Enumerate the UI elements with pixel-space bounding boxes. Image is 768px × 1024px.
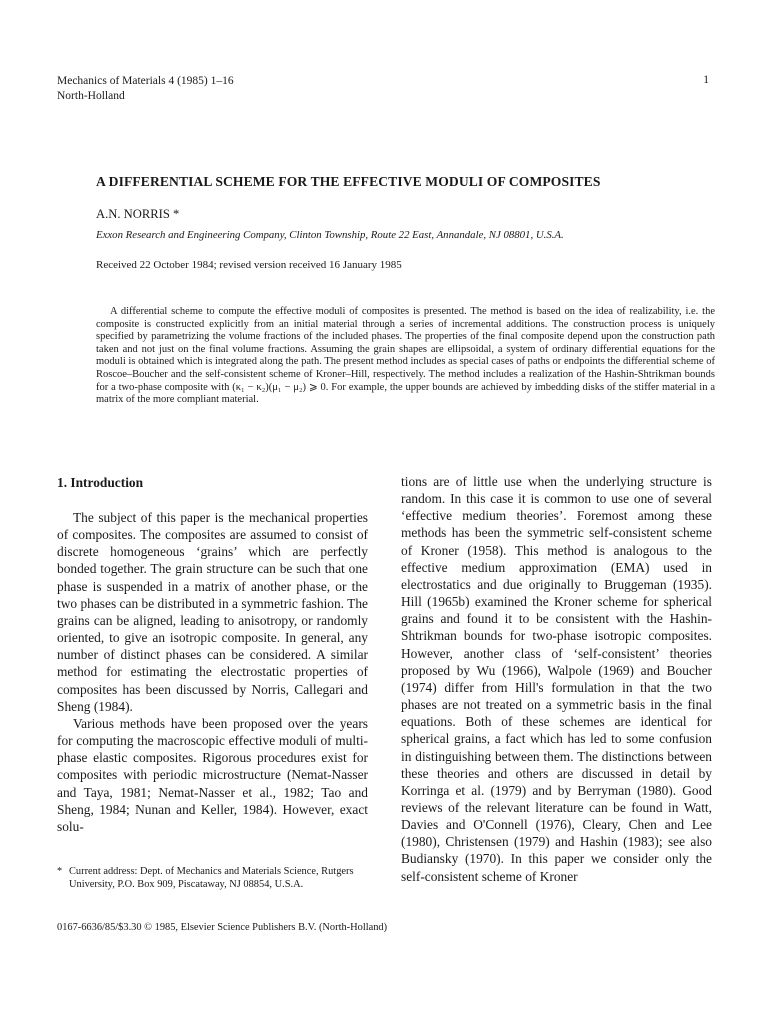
publisher-name: North-Holland <box>57 90 125 102</box>
abstract: A differential scheme to compute the effective moduli of composites is presented. The method is based on the idea of realizability, i.e. the composite is constructed explicitly from an initial material through a series of incremental additions. The construction process is uniquely specified by parametrizing the volume fractions of the included phases. The properties of the final composite depend upon the construction path taken and not just on the final volume fractions. Assuming the grain shapes are ellipsoidal, a system of ordinary differential equations for the moduli is obtained which is integrated along the path. The present method includes as special cases of paths or endpoints the differential scheme of Roscoe–Boucher and the self-consistent scheme of Kroner–Hill, respectively. The method includes a realization of the Hashin-Shtrikman bounds for a two-phase composite with (κ₁ − κ₂)(μ₁ − μ₂) ⩾ 0. For example, the upper bounds are achieved by imbedding disks of the stiffer material in a matrix of the more compliant material. <box>96 306 715 406</box>
page-number: 1 <box>703 74 709 86</box>
author-name: A.N. NORRIS * <box>96 207 180 221</box>
footnote-mark: * <box>57 866 63 877</box>
author-affiliation: Exxon Research and Engineering Company, Clinton Township, Route 22 East, Annandale, NJ 08801, U.S.A. <box>96 229 564 241</box>
body-paragraph: tions are of little use when the underlying structure is random. In this case it is common to use one of several ‘effective medium theories’. Foremost among these methods has been the symmetric self-consistent scheme of Kroner (1958). This method is analogous to the effective medium approximation (EMA) used in electrostatics and due originally to Bruggeman (1935). Hill (1965b) examined the Kroner scheme for spherical grains and found it to be consistent with the Hashin-Shtrikman bounds for two-phase isotropic composites. However, another class of ‘self-consistent’ theories proposed by Wu (1966), Walpole (1969) and Boucher (1974) differ from Hill's formulation in that the two phases are not treated on a symmetric basis in the final equations. Both of these schemes are identical for spherical grains, a fact which has led to some confusion in distinguishing between them. The distinctions between these theories and others are discussed in detail by Korringa et al. (1979) and by Berryman (1980). Good reviews of the relevant literature can be found in Watt, Davies and O'Connell (1976), Cleary, Chen and Lee (1980), Christensen (1979) and Hashin (1983); see also Budiansky (1970). In this paper we consider only the self-consistent scheme of Kroner <box>401 474 712 884</box>
footnote-text: Current address: Dept. of Mechanics and Materials Science, Rutgers University, P.O. Box 909, Piscataway, NJ 08854, U.S.A. <box>69 866 354 890</box>
journal-citation: Mechanics of Materials 4 (1985) 1–16 <box>57 75 234 87</box>
footnote <box>57 866 377 891</box>
right-column <box>401 473 712 885</box>
copyright-line: 0167-6636/85/$3.30 © 1985, Elsevier Science Publishers B.V. (North-Holland) <box>57 922 388 933</box>
body-paragraph: Various methods have been proposed over the years for computing the macroscopic effective moduli of multi-phase elastic composites. Rigorous procedures exist for composites with periodic microstructure (Nemat-Nasser and Taya, 1981; Nemat-Nasser et al., 1982; Tao and Sheng, 1984; Nunan and Keller, 1984). However, exact solu- <box>57 715 368 834</box>
article-title: A DIFFERENTIAL SCHEME FOR THE EFFECTIVE MODULI OF COMPOSITES <box>96 174 601 189</box>
body-paragraph: The subject of this paper is the mechanical properties of composites. The composites are assumed to consist of discrete homogeneous ‘grains’ which are perfectly bonded together. The grain structure can be such that one phase is suspended in a matrix of another phase, or the two phases can be distributed in a symmetric fashion. The grains can be aligned, leading to anisotropy, or randomly oriented, to give an isotropic composite. In general, any number of distinct phases can be considered. A similar method for estimating the electrostatic properties of composites has been discussed by Norris, Callegari and Sheng (1984). <box>57 510 368 714</box>
section-heading: 1. Introduction <box>57 475 144 490</box>
received-dates: Received 22 October 1984; revised version received 16 January 1985 <box>96 259 402 271</box>
left-column <box>57 509 368 835</box>
running-header <box>57 74 234 104</box>
